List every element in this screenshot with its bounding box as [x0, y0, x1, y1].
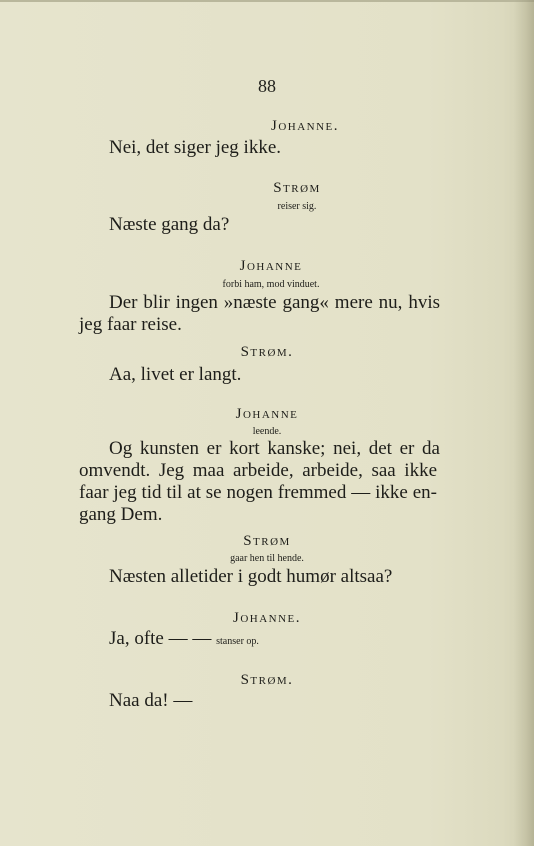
page-top-edge: [0, 0, 534, 2]
dialogue-line: faar jeg tid til at se nogen fremmed — ikke en-: [79, 482, 437, 503]
stage-direction: leende.: [252, 426, 282, 437]
speaker-name: Johanne.: [270, 118, 340, 134]
speaker-name: Strøm: [243, 533, 291, 549]
page-number: 88: [258, 76, 276, 96]
dialogue-line: jeg faar reise.: [79, 314, 182, 335]
dialogue-line: [109, 628, 259, 650]
stage-direction: reiser sig.: [277, 201, 317, 212]
speaker-name: Strøm.: [240, 344, 294, 360]
dialogue-line: Naa da! —: [109, 690, 193, 711]
dialogue-text: Ja, ofte — —: [109, 628, 212, 649]
speaker-name: Johanne.: [232, 610, 302, 626]
stage-direction: forbi ham, mod vinduet.: [222, 279, 320, 290]
speaker-name: Johanne: [239, 258, 303, 274]
speaker-name: Johanne: [235, 406, 299, 422]
dialogue-line: Næste gang da?: [109, 214, 230, 235]
speaker-name: Strøm: [273, 180, 321, 196]
stage-direction: stanser op.: [216, 636, 259, 647]
dialogue-line: Der blir ingen »næste gang« mere nu, hvis: [109, 292, 440, 313]
speaker-name: Strøm.: [240, 672, 294, 688]
dialogue-line: Og kunsten er kort kanske; nei, det er da: [109, 438, 440, 459]
dialogue-line: Aa, livet er langt.: [109, 364, 242, 385]
dialogue-line: gang Dem.: [79, 504, 163, 525]
dialogue-line: omvendt. Jeg maa arbeide, arbeide, saa ikke: [79, 460, 437, 481]
dialogue-line: Næsten alletider i godt humør altsaa?: [109, 566, 393, 587]
dialogue-line: Nei, det siger jeg ikke.: [109, 137, 282, 158]
stage-direction: gaar hen til hende.: [230, 553, 304, 564]
